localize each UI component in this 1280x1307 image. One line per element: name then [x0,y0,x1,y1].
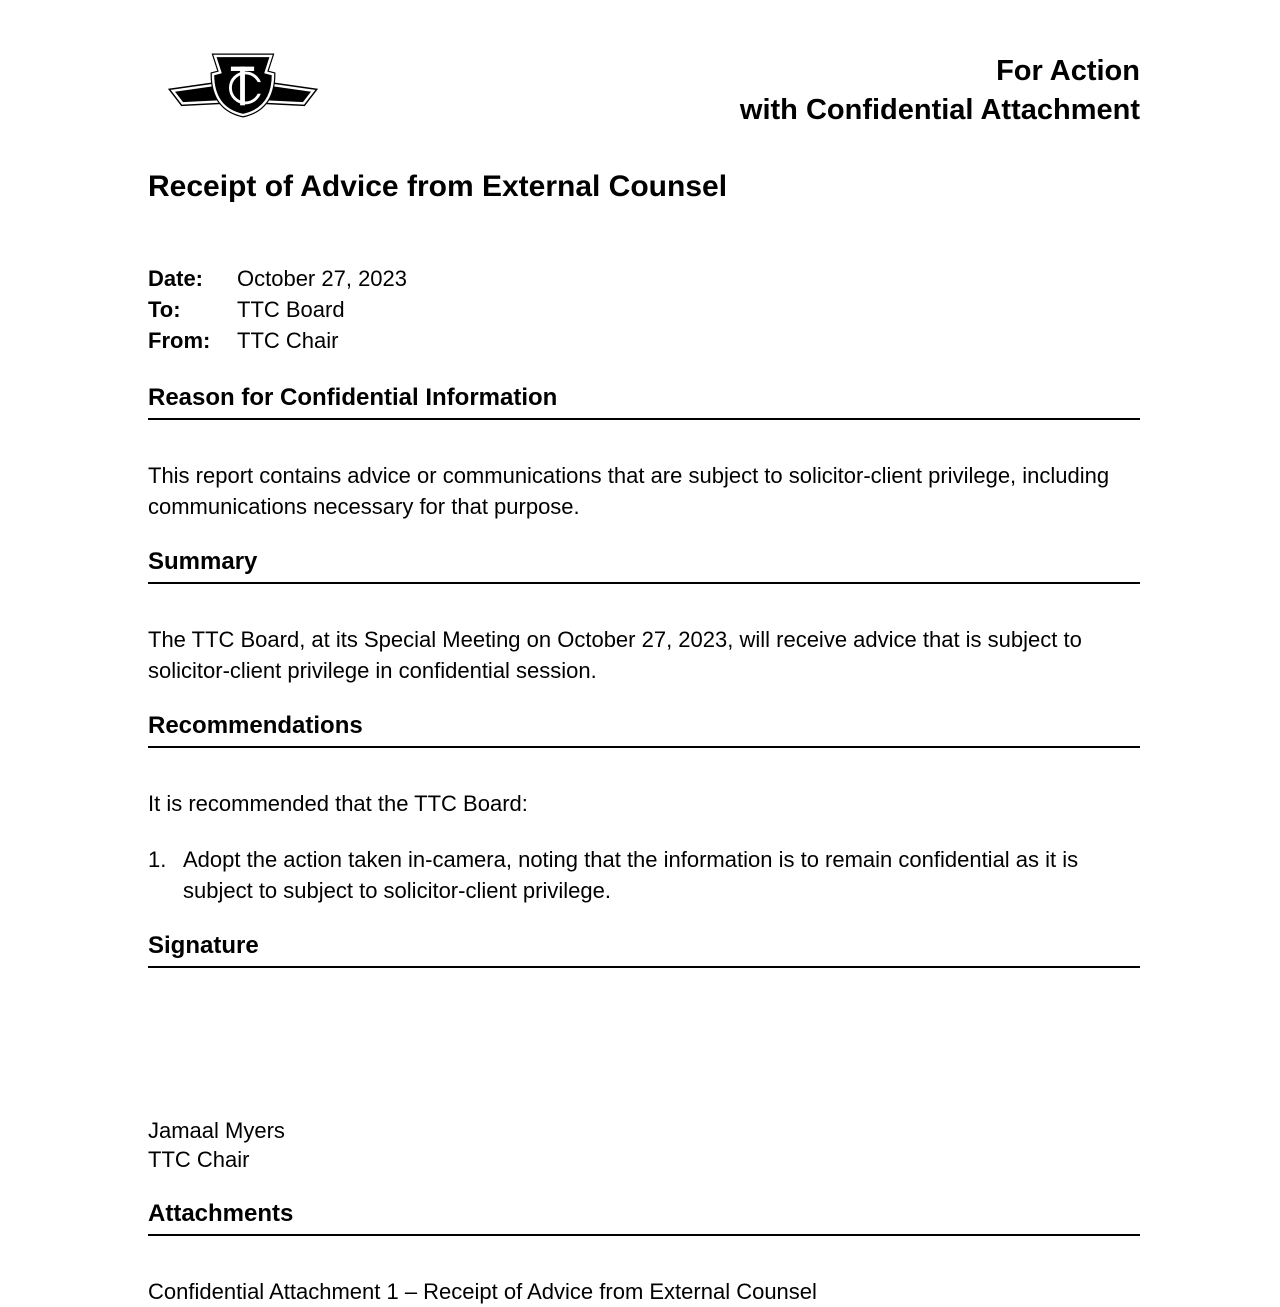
list-item [148,844,1140,906]
reason-paragraph: This report contains advice or communications that are subject to solicitor-client privilege, including communications necessary for that purpose. [148,463,1110,519]
classification-line2: with Confidential Attachment [739,94,1140,126]
meta-to-value: TTC Board [237,297,345,322]
page-title: Receipt of Advice from External Counsel [148,170,728,203]
meta-from-label: From: [148,328,211,353]
meta-from-value: TTC Chair [237,328,339,353]
classification-line1: For Action [996,55,1140,87]
attachment-line: Confidential Attachment 1 – Receipt of Advice from External Counsel [148,1279,817,1304]
ttc-logo-icon [168,52,318,118]
document-header [148,0,1140,130]
recommendations-list [148,844,1140,906]
meta-date-value: October 27, 2023 [237,266,408,291]
signature-block [148,1116,1140,1174]
section-heading-attachments: Attachments [148,1200,1140,1236]
meta-row-from [148,325,1140,356]
meta-row-to [148,294,1140,325]
ttc-logo [168,52,318,123]
meta-row-date [148,263,1140,294]
recommendations-intro: It is recommended that the TTC Board: [148,791,528,816]
section-heading-summary: Summary [148,548,1140,584]
list-item-number: 1. [148,847,167,872]
summary-paragraph: The TTC Board, at its Special Meeting on October 27, 2023, will receive advice that is subject to solicitor-client privilege in confidential session. [148,627,1082,683]
classification-label [740,52,1140,130]
meta-block [148,263,1140,356]
section-heading-signature: Signature [148,932,1140,968]
section-heading-recommendations: Recommendations [148,712,1140,748]
meta-to-label: To: [148,297,181,322]
signature-title: TTC Chair [148,1147,250,1172]
meta-date-label: Date: [148,266,204,291]
list-item-text: Adopt the action taken in-camera, noting that the information is to remain confidential as it is subject to subject to solicitor-client privilege. [183,847,1079,903]
section-heading-reason: Reason for Confidential Information [148,384,1140,420]
signature-name: Jamaal Myers [148,1118,285,1143]
